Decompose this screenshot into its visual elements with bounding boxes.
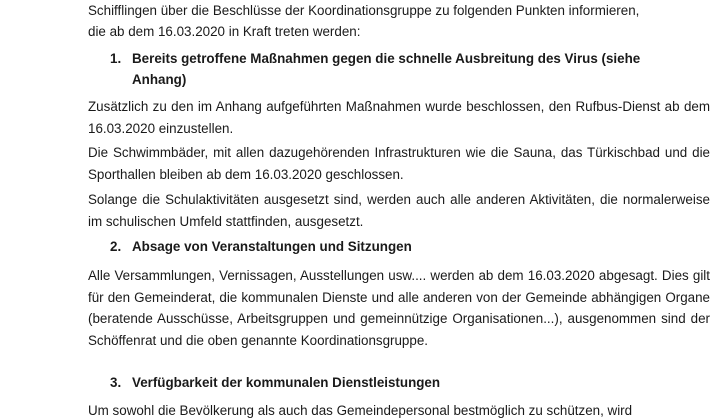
section-3-title: Verfügbarkeit der kommunalen Dienstleistungen [132,375,441,390]
section-2-heading [110,236,412,257]
section-1-paragraph-2: Die Schwimmbäder, mit allen dazugehörenden Infrastrukturen wie die Sauna, das Türkischbad und die Sporthallen bleiben ab dem 16.03.2020 geschlossen. [88,145,710,182]
section-2-paragraph-1: Alle Versammlungen, Vernissagen, Ausstellungen usw.... werden ab dem 16.03.2020 abgesagt. Dies gilt für den Gemeinderat, die kommunalen Dienste und alle anderen von der Gemeinde abhängigen Organe (beratende Ausschüsse, Arbeitsgruppen und gemeinnützige Organisationen...), ausgenommen sind der Schöffenrat und die oben genannte Koordinationsgruppe. [88,268,710,348]
section-3-heading [110,372,440,393]
intro-line-1: Schifflingen über die Beschlüsse der Koordinationsgruppe zu folgenden Punkten informieren, [88,3,640,18]
intro-line-2: die ab dem 16.03.2020 in Kraft treten werden: [88,24,361,39]
section-2-number: 2. [110,239,122,254]
section-1-title-line-1: Bereits getroffene Maßnahmen gegen die schnelle Ausbreitung des Virus (siehe [132,51,641,66]
section-1-title-line-2: Anhang) [132,72,187,87]
section-1-heading [110,48,640,69]
section-2-title: Absage von Veranstaltungen und Sitzungen [132,239,412,254]
section-1-number: 1. [110,51,122,66]
section-1-paragraph-1: Zusätzlich zu den im Anhang aufgeführten Maßnahmen wurde beschlossen, den Rufbus-Dienst ab dem 16.03.2020 einzustellen. [88,99,710,136]
section-3-number: 3. [110,375,122,390]
section-3-partial-line: Um sowohl die Bevölkerung als auch das Gemeindepersonal bestmöglich zu schützen, wird [88,403,633,418]
section-1-paragraph-3: Solange die Schulaktivitäten ausgesetzt sind, werden auch alle anderen Aktivitäten, die normalerweise im schulischen Umfeld stattfinden, ausgesetzt. [88,192,710,229]
